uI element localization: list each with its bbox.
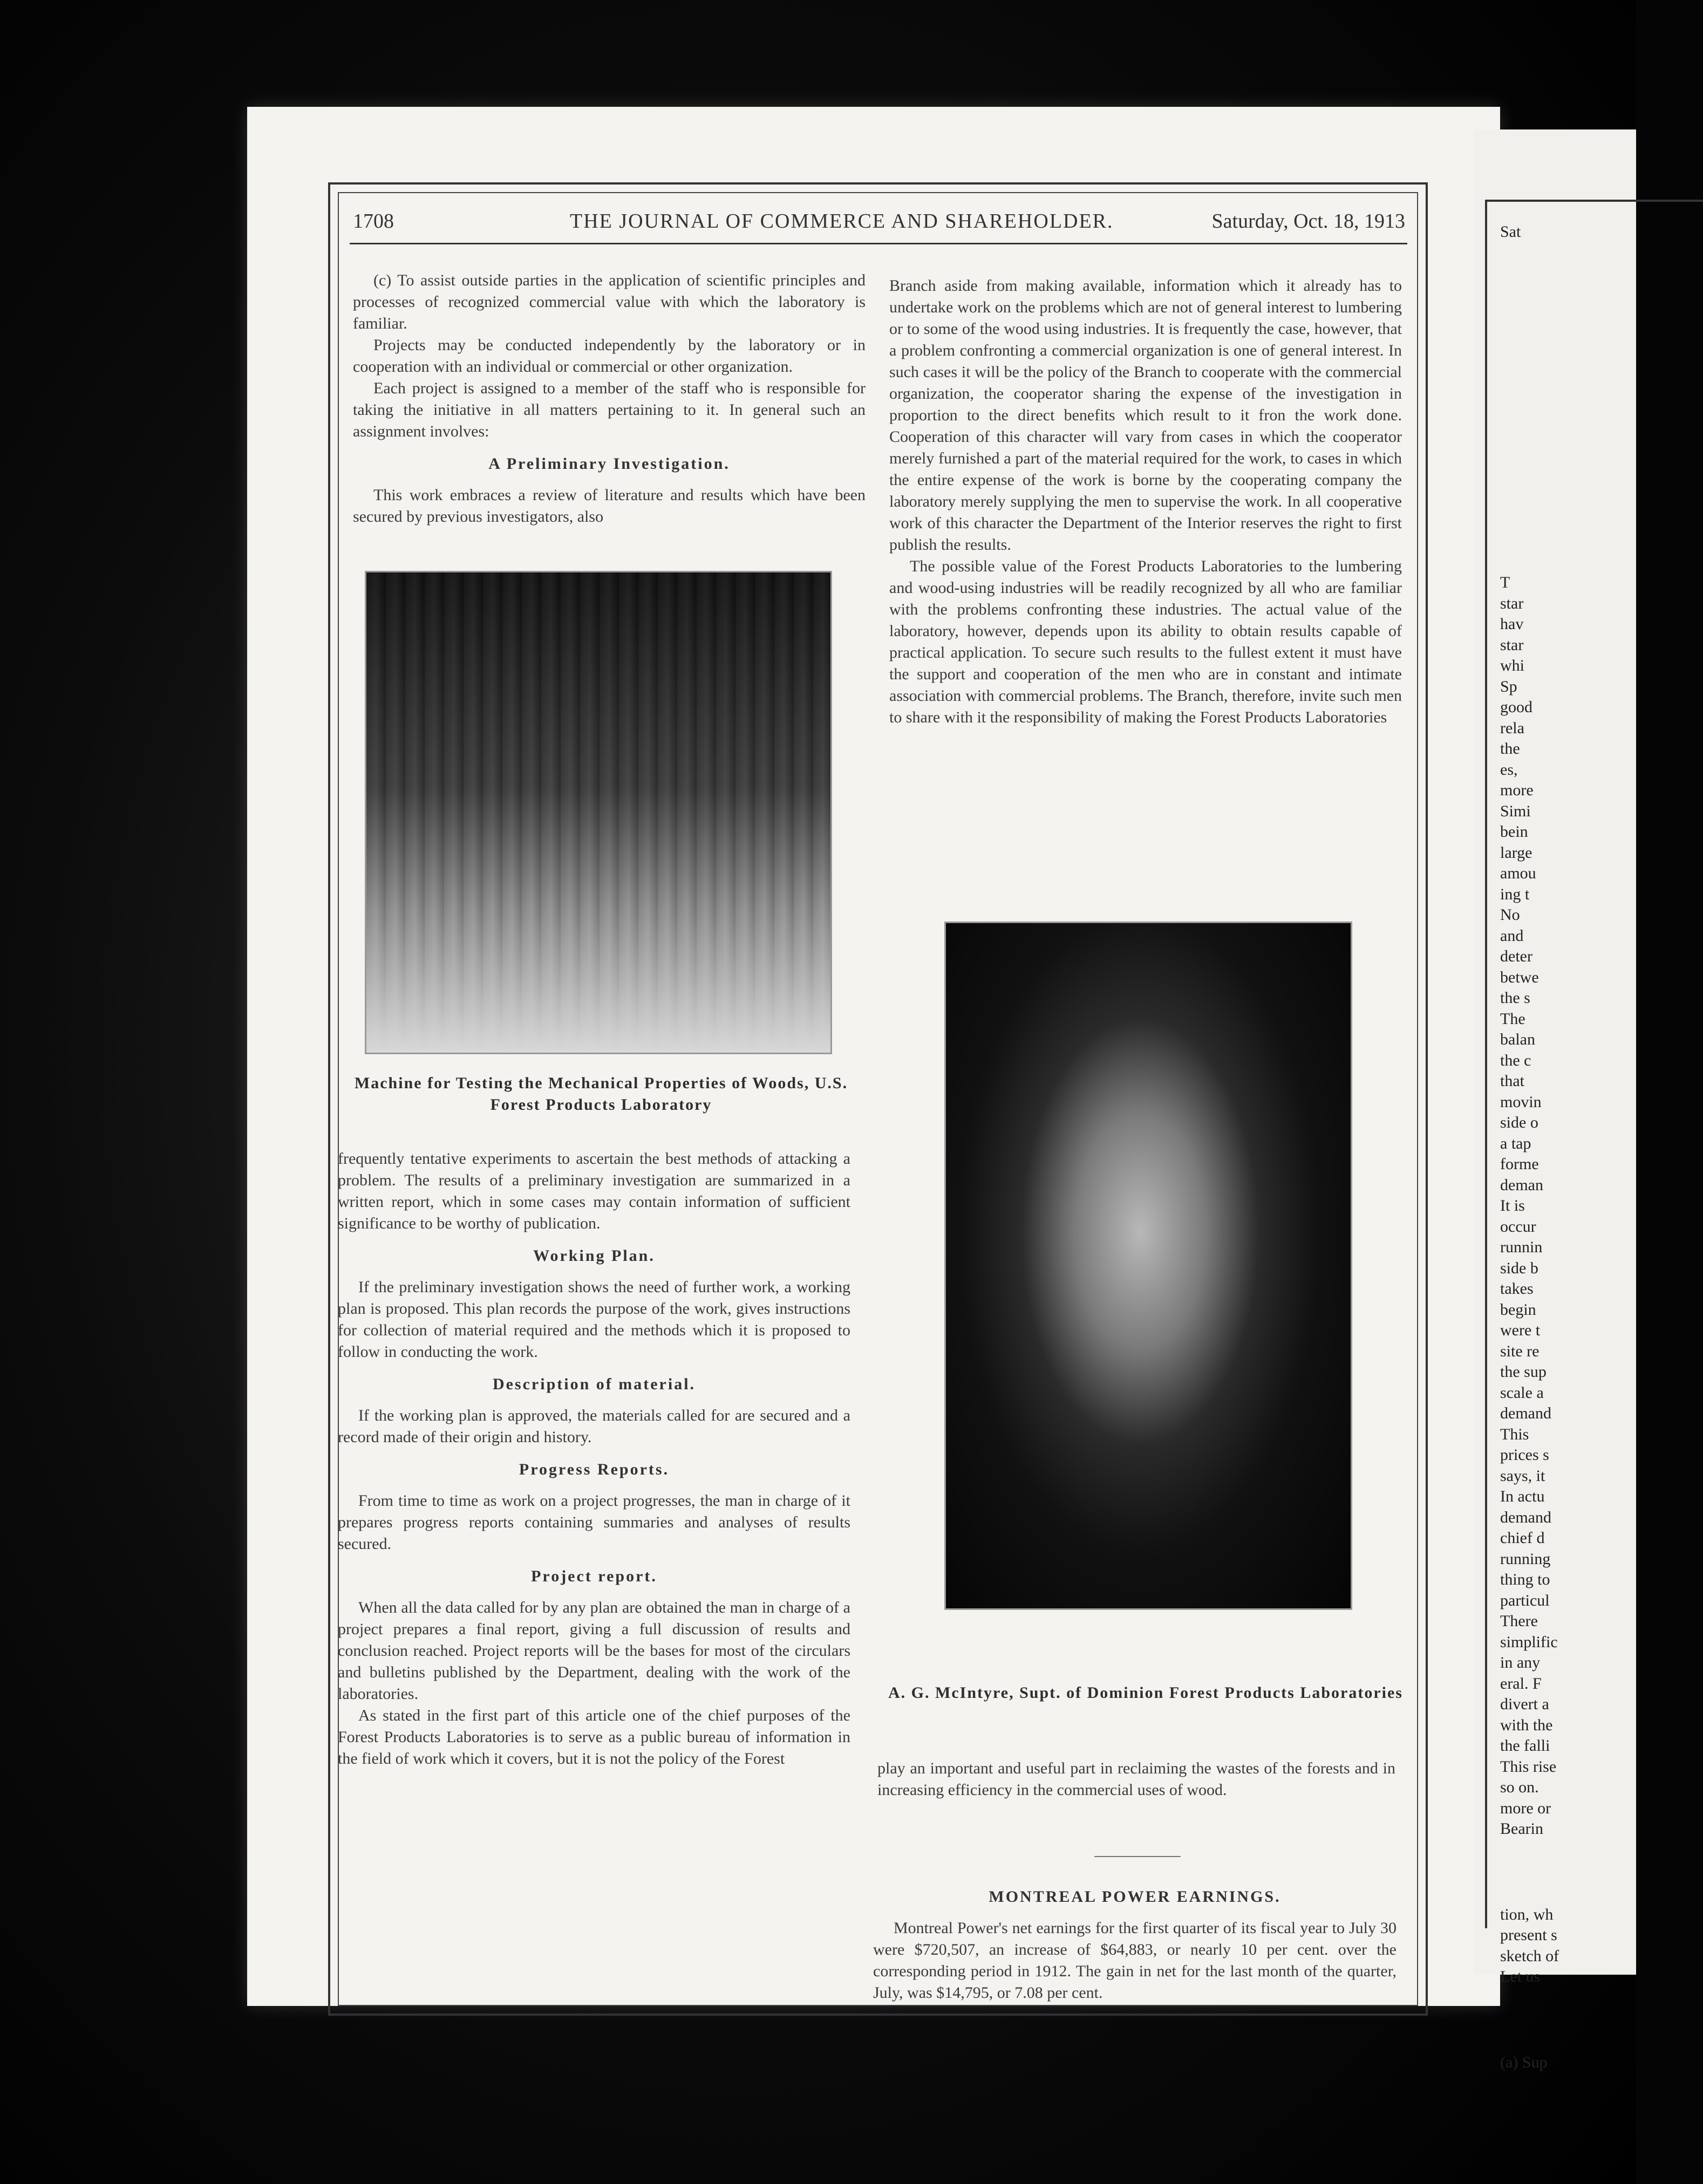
- adjacent-page-line: a tap: [1500, 1134, 1531, 1152]
- adjacent-page-line: tion, wh: [1500, 1905, 1554, 1923]
- paragraph: If the working plan is approved, the materials called for are secured and a record made of their origin and history.: [338, 1407, 850, 1446]
- adjacent-page-line: deman: [1500, 1176, 1543, 1194]
- section-heading: Project report.: [531, 1567, 657, 1585]
- paragraph: frequently tentative experiments to ascertain the best methods of attacking a problem. The results of a preliminary investigation are summarized in a written report, which in some cases may contain information of sufficient significance to be worthy of publication.: [338, 1150, 850, 1232]
- paragraph: play an important and useful part in reclaiming the wastes of the forests and in increasing efficiency in the commercial uses of wood.: [877, 1759, 1395, 1799]
- paragraph: Each project is assigned to a member of the staff who is responsible for taking the initiative in all matters pertaining to it. In general such an assignment involves:: [353, 379, 866, 440]
- adjacent-page-line: occur: [1500, 1217, 1536, 1236]
- adjacent-page-line: the falli: [1500, 1737, 1550, 1755]
- adjacent-page-line: the s: [1500, 989, 1530, 1007]
- machine-photo-caption: Machine for Testing the Mechanical Properties of Woods, U.S. Forest Products Laboratory: [354, 1074, 848, 1114]
- adjacent-page-line: large: [1500, 843, 1532, 862]
- adjacent-page-line: side o: [1500, 1114, 1538, 1131]
- adjacent-page-line: (a) Sup: [1500, 2053, 1548, 2071]
- journal-title: THE JOURNAL OF COMMERCE AND SHAREHOLDER.: [570, 210, 1114, 233]
- paragraph: From time to time as work on a project progresses, the man in charge of it prepares progress reports containing summaries and analyses of results secured.: [338, 1492, 850, 1553]
- adjacent-page-line: were t: [1500, 1321, 1541, 1339]
- section-heading: A Preliminary Investigation.: [488, 455, 730, 473]
- adjacent-page-line: eral. F: [1500, 1674, 1542, 1692]
- adjacent-page-line: in any: [1500, 1654, 1541, 1671]
- adjacent-page-line: Sp: [1500, 677, 1517, 695]
- adjacent-page: [1473, 129, 1636, 2071]
- paragraph: (c) To assist outside parties in the application of scientific principles and processes of recognized commercial value with which the laboratory is familiar.: [353, 271, 866, 332]
- right-column-bottom: [877, 1758, 1395, 1801]
- adjacent-page-line: betwe: [1500, 968, 1539, 986]
- section-heading: MONTREAL POWER EARNINGS.: [989, 1888, 1281, 1906]
- adjacent-page-line: balan: [1500, 1030, 1535, 1048]
- adjacent-page-line: Bearin: [1500, 1820, 1543, 1838]
- paragraph: When all the data called for by any plan are obtained the man in charge of a project prepares a final report, giving a full discussion of results and conclusion reached. Project reports will be the bases for most of the circulars and bulletins published by the Department, dealing with the work of the laboratories.: [338, 1599, 850, 1703]
- section-heading: Description of material.: [492, 1375, 696, 1393]
- adjacent-page-line: begin: [1500, 1300, 1536, 1319]
- section-heading: Progress Reports.: [519, 1460, 670, 1478]
- section-divider: [1094, 1856, 1181, 1857]
- adjacent-page-line: es,: [1500, 760, 1518, 779]
- adjacent-page-line: scale a: [1500, 1383, 1544, 1402]
- adjacent-page-line: star: [1500, 594, 1524, 612]
- adjacent-page-line: prices s: [1500, 1446, 1549, 1464]
- right-column-top: [889, 275, 1402, 728]
- left-column-bottom: [338, 1148, 850, 1770]
- section-heading: Working Plan.: [533, 1247, 655, 1265]
- adjacent-page-line: star: [1500, 636, 1524, 654]
- adjacent-page-line: ing t: [1500, 885, 1530, 903]
- machine-photo: [365, 571, 832, 1054]
- paragraph: As stated in the first part of this article one of the chief purposes of the Forest Products Laboratories is to serve as a public bureau of information in the field of work which it covers, but it is not the policy of the Forest: [338, 1707, 850, 1767]
- paragraph: This work embraces a review of literature and results which have been secured by previous investigators, also: [353, 486, 866, 525]
- adjacent-page-line: amou: [1500, 864, 1536, 882]
- adjacent-page-line: says, it: [1500, 1466, 1545, 1485]
- adjacent-page-line: more or: [1500, 1799, 1551, 1817]
- adjacent-page-line: particul: [1500, 1591, 1550, 1609]
- paragraph: If the preliminary investigation shows the need of further work, a working plan is proposed. This plan records the purpose of the work, gives instructions for collection of material required and the methods which it is proposed to follow in conducting the work.: [338, 1278, 850, 1361]
- adjacent-page-line: and: [1500, 926, 1524, 945]
- adjacent-page-line: forme: [1500, 1155, 1539, 1173]
- adjacent-page-line: more: [1500, 781, 1534, 799]
- page-number: 1708: [353, 210, 394, 233]
- portrait-photo: [944, 922, 1352, 1610]
- portrait-caption: A. G. McIntyre, Supt. of Dominion Forest Products Laboratories: [888, 1684, 1403, 1702]
- montreal-section: [873, 1875, 1397, 2004]
- adjacent-page-line: the c: [1500, 1051, 1531, 1069]
- adjacent-page-line: movin: [1500, 1093, 1542, 1111]
- adjacent-page-line: It is: [1500, 1197, 1525, 1214]
- adjacent-page-line: In actu: [1500, 1487, 1545, 1505]
- adjacent-page-line: running: [1500, 1550, 1551, 1568]
- adjacent-page-line: demand: [1500, 1508, 1551, 1526]
- adjacent-page-line: the sup: [1500, 1363, 1547, 1381]
- adjacent-page-line: No: [1500, 906, 1520, 924]
- issue-date: Saturday, Oct. 18, 1913: [1211, 210, 1405, 233]
- adjacent-page-line: The: [1500, 1009, 1525, 1028]
- adjacent-page-line: takes: [1500, 1280, 1534, 1298]
- adjacent-page-line: present s: [1500, 1926, 1557, 1944]
- adjacent-page-line: runnin: [1500, 1238, 1543, 1256]
- adjacent-page-line: rela: [1500, 719, 1524, 737]
- adjacent-page-line: that: [1500, 1072, 1524, 1090]
- adjacent-page-line: demand: [1500, 1404, 1551, 1422]
- adjacent-page-line: This rise: [1500, 1757, 1557, 1776]
- adjacent-page-line: good: [1500, 698, 1532, 716]
- adjacent-page-line: whi: [1500, 657, 1524, 674]
- adjacent-page-line: side b: [1500, 1259, 1538, 1277]
- adjacent-page-line: divert a: [1500, 1695, 1549, 1713]
- adjacent-page-line: sketch of: [1500, 1947, 1559, 1965]
- adjacent-page-line: Let us: [1500, 1968, 1541, 1985]
- adjacent-page-line: with the: [1500, 1716, 1553, 1734]
- left-column-top: [353, 270, 866, 528]
- adjacent-page-line: This: [1500, 1425, 1529, 1443]
- adjacent-page-line: site re: [1500, 1342, 1539, 1360]
- adjacent-page-line: the: [1500, 740, 1520, 757]
- masthead: [353, 209, 1405, 242]
- adjacent-page-line: so on.: [1500, 1778, 1539, 1796]
- adjacent-page-line: chief d: [1500, 1529, 1545, 1547]
- adjacent-page-line: simplific: [1500, 1633, 1558, 1651]
- journal-page: [247, 107, 1500, 2006]
- paragraph: Branch aside from making available, information which it already has to undertake work on the problems which are not of general interest to lumbering or to some of the wood using industries. It is frequently the case, however, that a problem confronting a commercial organization is one of general interest. In such cases it will be the policy of the Branch to cooperate with the commercial organization, the cooperator sharing the expense of the investigation in proportion to the direct benefits which result to it fron the work done. Cooperation of this character will vary from cases in which the cooperator merely furnished a part of the material required for the work, to cases in which the entire expense of the work is borne by the cooperating company the laboratory merely supplying the men to supervise the work. In all cooperative work of this character the Department of the Interior reserves the right to first publish the results.: [889, 277, 1402, 554]
- adjacent-page-line: Simi: [1500, 802, 1531, 820]
- adjacent-page-line: bein: [1500, 823, 1528, 841]
- paragraph: The possible value of the Forest Products Laboratories to the lumbering and wood-using industries will be readily recognized by all who are familiar with the problems confronting these industries. The actual value of the laboratory, however, depends upon its ability to obtain results capable of practical application. To secure such results to the fullest extent it must have the support and cooperation of the men who are in constant and intimate association with commercial problems. The Branch, therefore, invite such men to share with it the responsibility of making the Forest Products Laboratories: [889, 557, 1402, 726]
- adjacent-page-line: deter: [1500, 947, 1532, 965]
- adjacent-page-line: thing to: [1500, 1571, 1550, 1588]
- paragraph: Projects may be conducted independently by the laboratory or in cooperation with an individual or commercial or other organization.: [353, 336, 866, 376]
- adjacent-page-line: hav: [1500, 615, 1524, 633]
- adjacent-page-line: Sat: [1500, 223, 1521, 241]
- adjacent-page-line: There: [1500, 1612, 1538, 1630]
- paragraph: Montreal Power's net earnings for the first quarter of its fiscal year to July 30 were $720,507, an increase of $64,883, or nearly 10 per cent. over the corresponding period in 1912. The gain in net for the last month of the quarter, July, was $14,795, or 7.08 per cent.: [873, 1919, 1397, 2002]
- adjacent-page-line: T: [1500, 574, 1510, 591]
- masthead-rule: [350, 243, 1407, 244]
